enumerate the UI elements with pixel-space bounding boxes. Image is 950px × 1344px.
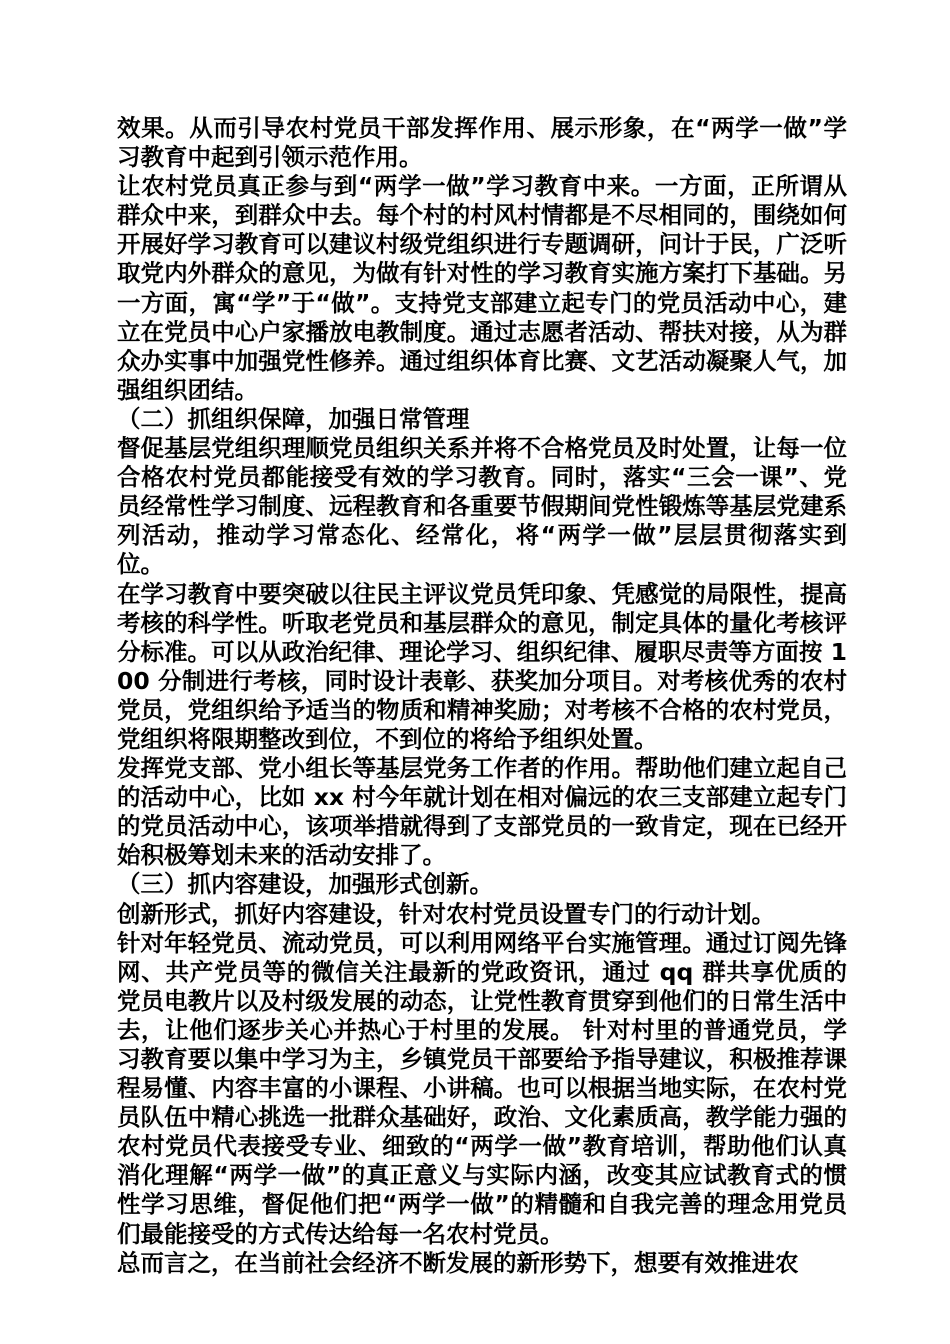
paragraph-innovation: 创新形式，抓好内容建设，针对农村党员设置专门的行动计划。 <box>117 899 775 928</box>
paragraph-young-members: 针对年轻党员、流动党员，可以利用网络平台实施管理。通过订阅先锋网、共产党员等的微信关注最新的党政资讯，通过 qq 群共享优质的党员电教片以及村级发展的动态，让党性教育贯穿到他们的日常生活中去，让他们逐步关心并热心于村里的发展。 针对村里的普通党员，学习教育要以集中学习为主，乡镇党员干部要给予指导建议，积极推荐课程易懂、内容丰富的小课程、小讲稿。也可以根据当地实际，在农村党员队伍中精心挑选一批群众基础好，政治、文化素质高，教学能力强的农村党员代表接受专业、细致的“两学一做”教育培训，帮助他们认真消化理解“两学一做”的真正意义与实际内涵，改变其应试教育式的惯性学习思维，督促他们把“两学一做”的精髓和自我完善的理念用党员们最能接受的方式传达给每一名农村党员。 <box>117 928 847 1248</box>
section-heading-3: （三）抓内容建设，加强形式创新。 <box>117 870 493 899</box>
paragraph-branch-role: 发挥党支部、党小组长等基层党务工作者的作用。帮助他们建立起自己的活动中心，比如 xx 村今年就计划在相对偏远的农三支部建立起专门的党员活动中心，该项举措就得到了支部党员的一致肯定，现在已经开始积极筹划未来的活动安排了。 <box>117 754 847 870</box>
paragraph-assessment: 在学习教育中要突破以往民主评议党员凭印象、凭感觉的局限性，提高考核的科学性。听取老党员和基层群众的意见，制定具体的量化考核评分标准。可以从政治纪律、理论学习、组织纪律、履职尽责等方面按 100 分制进行考核，同时设计表彰、获奖加分项目。对考核优秀的农村党员，党组织给予适当的物质和精神奖励；对考核不合格的农村党员，党组织将限期整改到位，不到位的将给予组织处置。 <box>117 579 847 753</box>
paragraph-conclusion: 总而言之，在当前社会经济不断发展的新形势下，想要有效推进农 <box>117 1248 799 1277</box>
paragraph-participation: 让农村党员真正参与到“两学一做”学习教育中来。一方面，正所谓从群众中来，到群众中去。每个村的村风村情都是不尽相同的，围绕如何开展好学习教育可以建议村级党组织进行专题调研，问计于民，广泛听取党内外群众的意见，为做有针对性的学习教育实施方案打下基础。另一方面，寓“学”于“做”。支持党支部建立起专门的党员活动中心，建立在党员中心户家播放电教制度。通过志愿者活动、帮扶对接，从为群众办实事中加强党性修养。通过组织体育比赛、文艺活动凝聚人气，加强组织团结。 <box>117 172 847 404</box>
paragraph-supervision: 督促基层党组织理顺党员组织关系并将不合格党员及时处置，让每一位合格农村党员都能接受有效的学习教育。同时，落实“三会一课”、党员经常性学习制度、远程教育和各重要节假期间党性锻炼等基层党建系列活动，推动学习常态化、经常化，将“两学一做”层层贯彻落实到位。 <box>117 434 847 579</box>
paragraph-intro-effect: 效果。从而引导农村党员干部发挥作用、展示形象，在“两学一做”学习教育中起到引领示范作用。 <box>117 114 847 172</box>
section-heading-2: （二）抓组织保障，加强日常管理 <box>117 404 470 433</box>
document-body <box>117 114 847 1278</box>
